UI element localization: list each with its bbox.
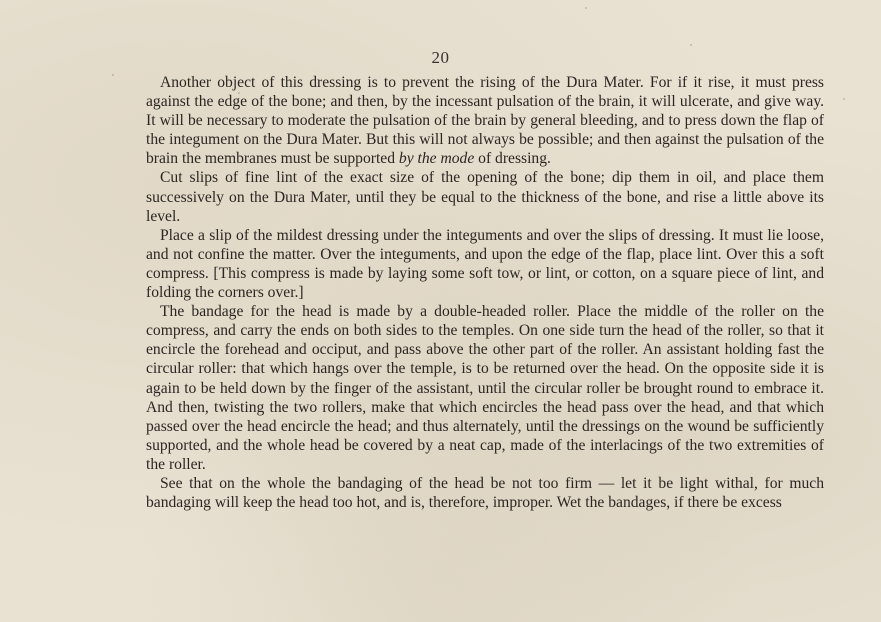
page-number: 20 (431, 48, 450, 67)
paper-speck (112, 74, 114, 76)
paragraph-1-emphasis: by the mode (398, 150, 475, 168)
paragraph-4: The bandage for the head is made by a double-headed roller. Place the middle of the roller on the compress, and carry the ends on both sides to the temples. On one side turn the head of the roller, so that it encircle the forehead and occiput, and pass above the other part of the roller. An assistant holding fast the circular roller: that which hangs over the temple, is to be returned over the head. On the opposite side it is again to be held down by the finger of the assistant, until the circular roller be brought round to embrace it. And then, twisting the two rollers, make that which encircles the head pass over the head, and that which passed over the head encircle the head; and thus alternately, until the dressings on the wound be sufficiently supported, and the whole head be covered by a neat cap, made of the interlacings of the two extremities of the roller. (146, 303, 824, 473)
paragraph-2: Cut slips of fine lint of the exact size of the opening of the bone; dip them in oil, and place them successively on the Dura Mater, until they be equal to the thickness of the bone, and rise a little above its level. (146, 169, 824, 225)
paper-speck (690, 44, 692, 46)
body-text (146, 73, 824, 512)
paragraph-1 (146, 73, 824, 168)
paragraph-1-text: Another object of this dressing is to prevent the rising of the Dura Mater. For if it rise, it must press against the edge of the bone; and then, by the incessant pulsation of the brain, it will ulcerate, and give way. It will be necessary to moderate the pulsation of the brain by general bleeding, and to press down the flap of the integument on the Dura Mater. But this will not always be possible; and then against the pulsation of the brain the membranes must be supported (146, 74, 824, 168)
paragraph-5: See that on the whole the bandaging of the head be not too firm — let it be light withal, for much bandaging will keep the head too hot, and is, therefore, improper. Wet the bandages, if there be excess (146, 474, 824, 512)
paper-speck (585, 7, 587, 9)
paragraph-3: Place a slip of the mildest dressing under the integuments and over the slips of dressing. It must lie loose, and not confine the matter. Over the integuments, and upon the edge of the flap, place lint. Over this a soft compress. [This compress is made by laying some soft tow, or lint, or cotton, on a square piece of lint, and folding the corners over.] (146, 226, 824, 302)
paragraph-1-text-end: of dressing. (474, 150, 551, 168)
paper-speck (843, 98, 845, 100)
